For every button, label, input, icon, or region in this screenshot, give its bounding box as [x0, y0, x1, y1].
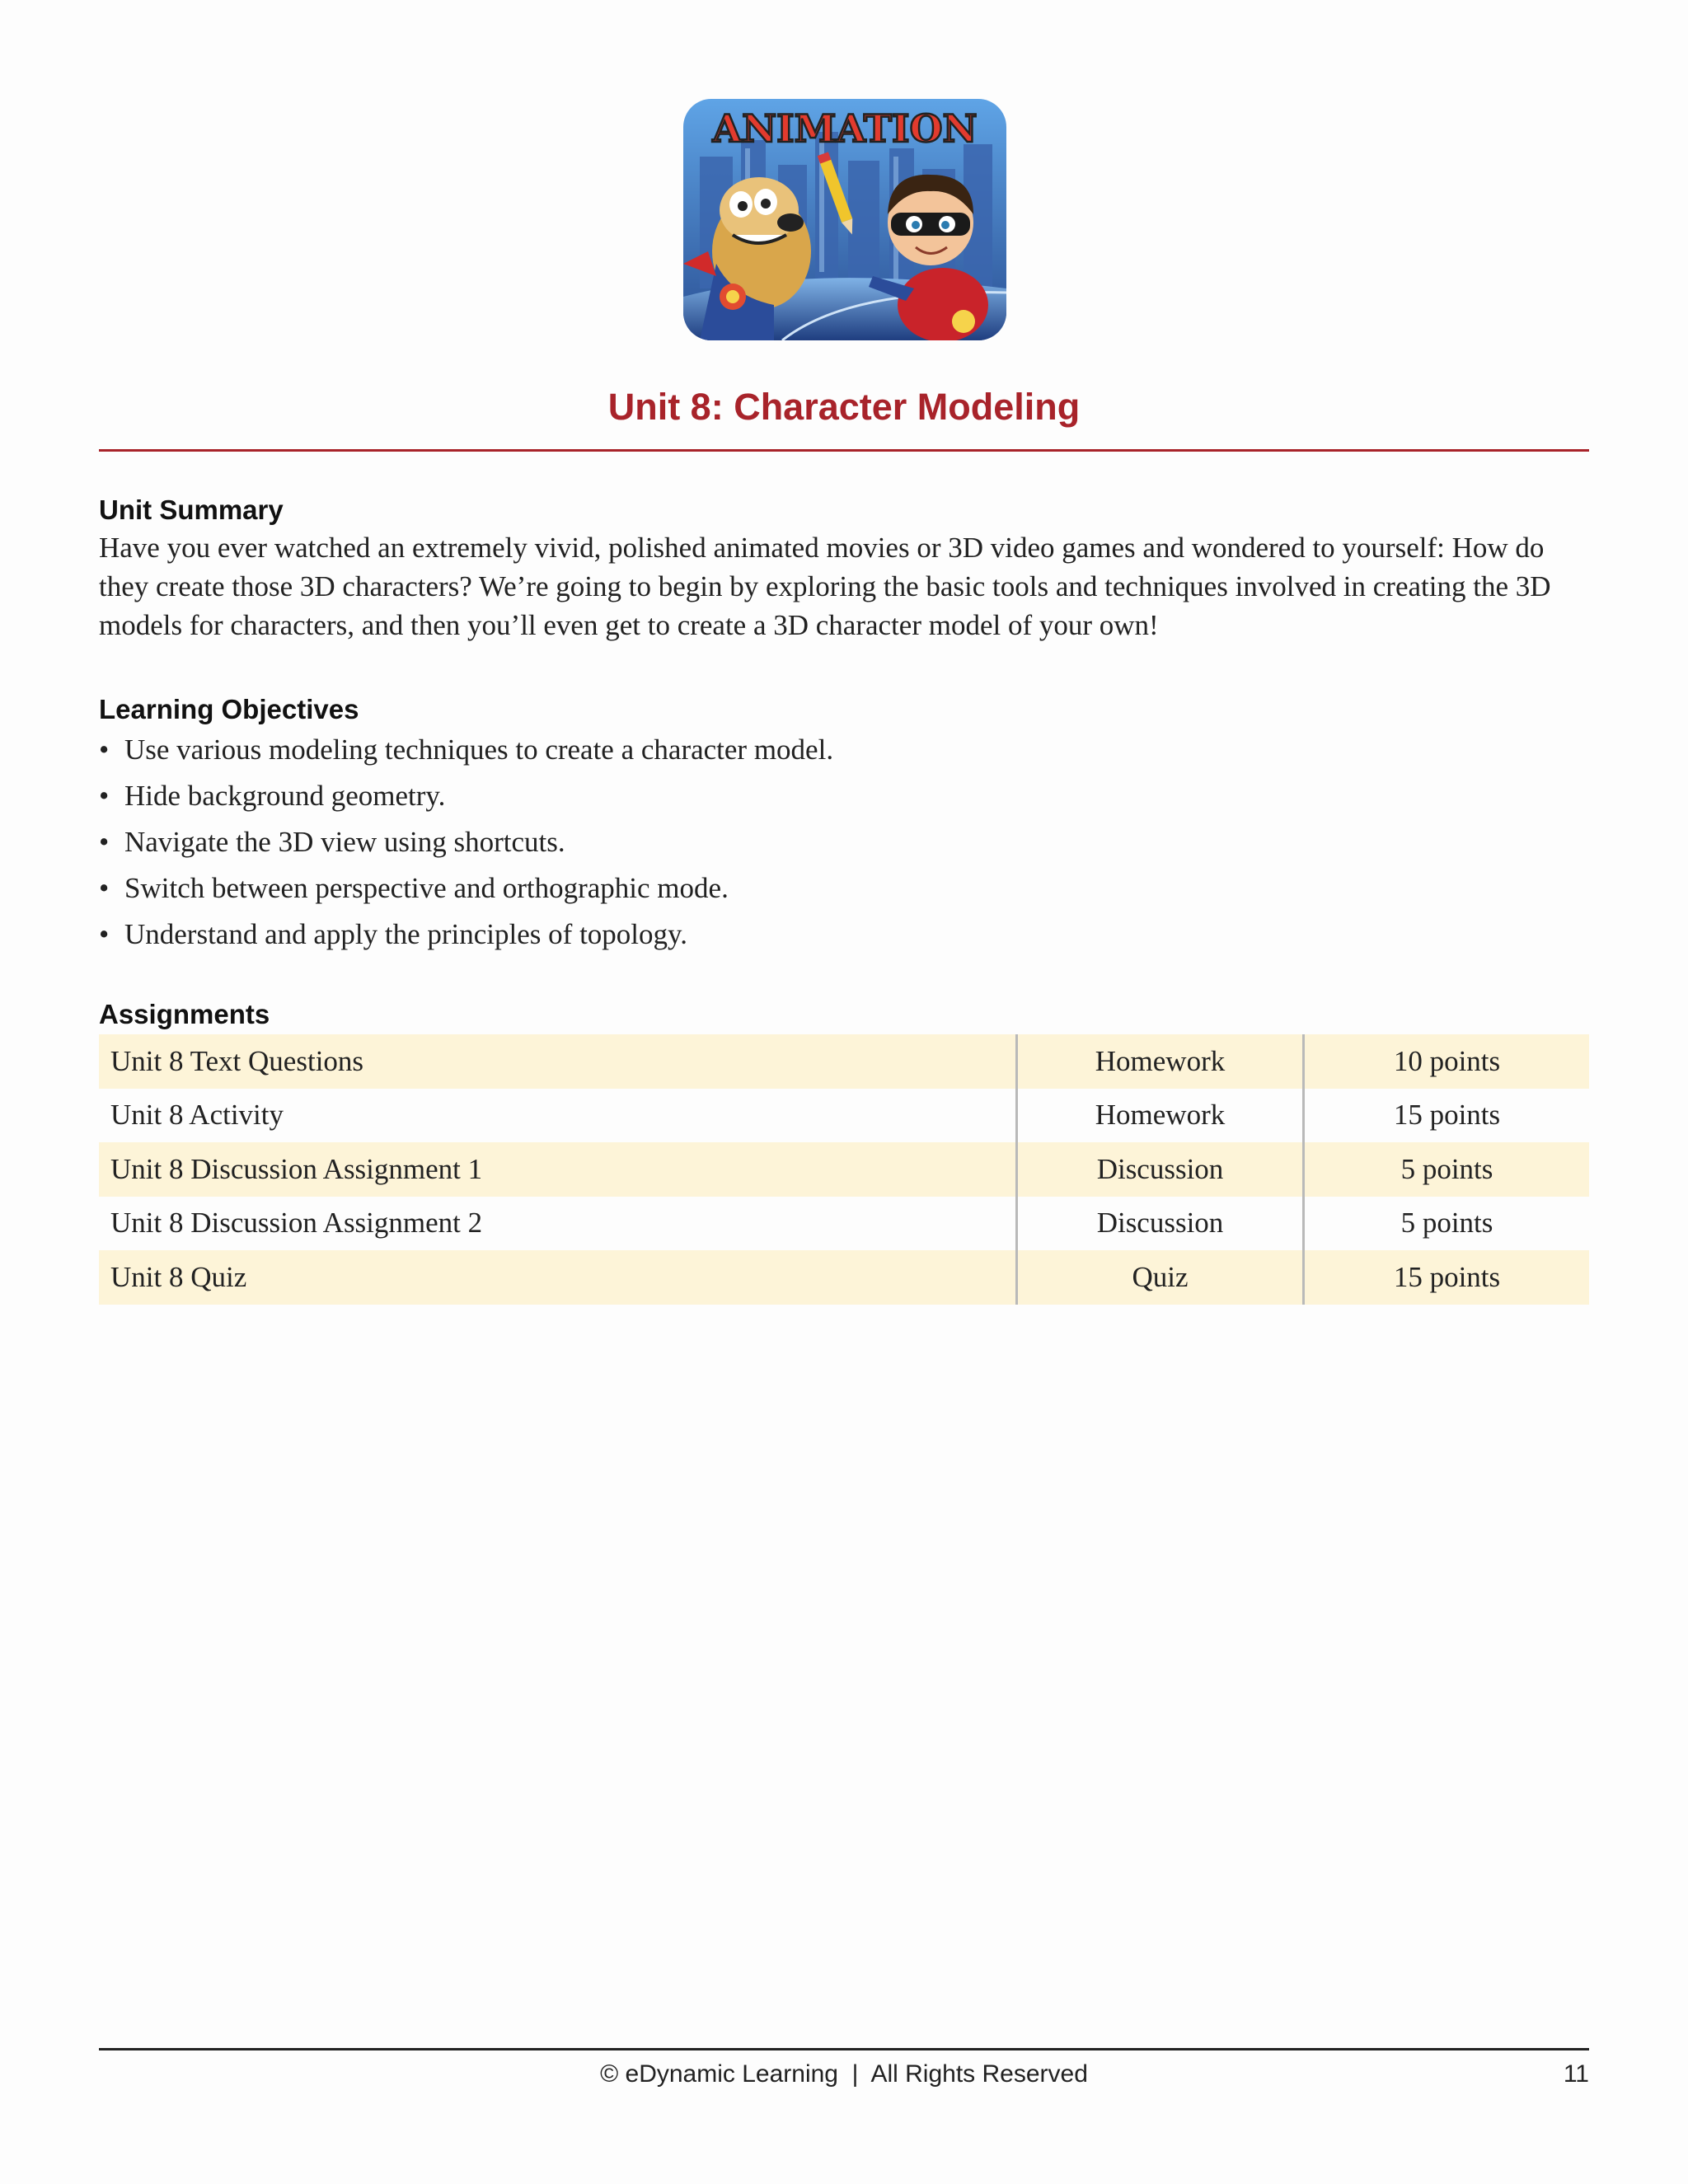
assignment-type: Discussion [1018, 1142, 1305, 1197]
table-row [99, 1089, 1589, 1143]
logo-wordmark-text: ANIMATION [712, 106, 978, 151]
assignments-heading: Assignments [99, 999, 270, 1029]
footer-divider [99, 2048, 1589, 2050]
table-row [99, 1250, 1589, 1305]
page-title: Unit 8: Character Modeling [607, 386, 1081, 428]
objective-text: Use various modeling techniques to create a character model. [124, 733, 834, 766]
assignment-points: 5 points [1400, 1207, 1493, 1240]
list-item: • Use various modeling techniques to create a character model. [99, 733, 834, 766]
assignment-name: Unit 8 Discussion Assignment 1 [99, 1142, 1018, 1197]
assignment-type: Discussion [1018, 1197, 1305, 1251]
assignment-points: 10 points [1393, 1044, 1501, 1077]
table-row [99, 1197, 1589, 1251]
summary-text: Have you ever watched an extremely vivid, polished animated movies or 3D video games and wondered to yourself: How do they create those 3D characters? We’re going to begin by exploring the basic tools and techniques involved in creating the 3D models for characters, and then you’ll even get to create a 3D character model of your own! [99, 532, 1551, 641]
assignment-name: Unit 8 Text Questions [99, 1034, 1018, 1089]
objectives-list [99, 727, 1582, 958]
list-item: • Navigate the 3D view using shortcuts. [99, 826, 565, 858]
list-item: • Understand and apply the principles of topology. [99, 918, 687, 950]
footer-copyright: © eDynamic Learning | All Rights Reserved [600, 2060, 1088, 2088]
assignment-type: Homework [1018, 1034, 1305, 1089]
title-divider [99, 449, 1589, 452]
list-item: • Switch between perspective and orthographic mode. [99, 872, 729, 904]
assignment-points: 15 points [1393, 1260, 1501, 1293]
table-row [99, 1034, 1589, 1089]
page-number: 11 [1563, 2060, 1589, 2088]
assignment-name: Unit 8 Activity [99, 1089, 1018, 1143]
table-row [99, 1142, 1589, 1197]
objectives-heading: Learning Objectives [99, 694, 359, 724]
list-item: • Hide background geometry. [99, 780, 446, 812]
animation-logo [683, 99, 1006, 340]
summary-heading: Unit Summary [99, 494, 284, 525]
assignment-points: 5 points [1400, 1152, 1493, 1185]
assignment-type: Quiz [1018, 1250, 1305, 1305]
assignments-table [99, 1034, 1589, 1305]
objective-text: Hide background geometry. [124, 780, 446, 812]
assignment-type: Homework [1018, 1089, 1305, 1143]
objective-text: Switch between perspective and orthographic mode. [124, 872, 729, 904]
assignment-name: Unit 8 Quiz [99, 1250, 1018, 1305]
objective-text: Navigate the 3D view using shortcuts. [124, 826, 565, 858]
objective-text: Understand and apply the principles of topology. [124, 918, 687, 950]
assignment-name: Unit 8 Discussion Assignment 2 [99, 1197, 1018, 1251]
assignment-points: 15 points [1393, 1099, 1501, 1132]
